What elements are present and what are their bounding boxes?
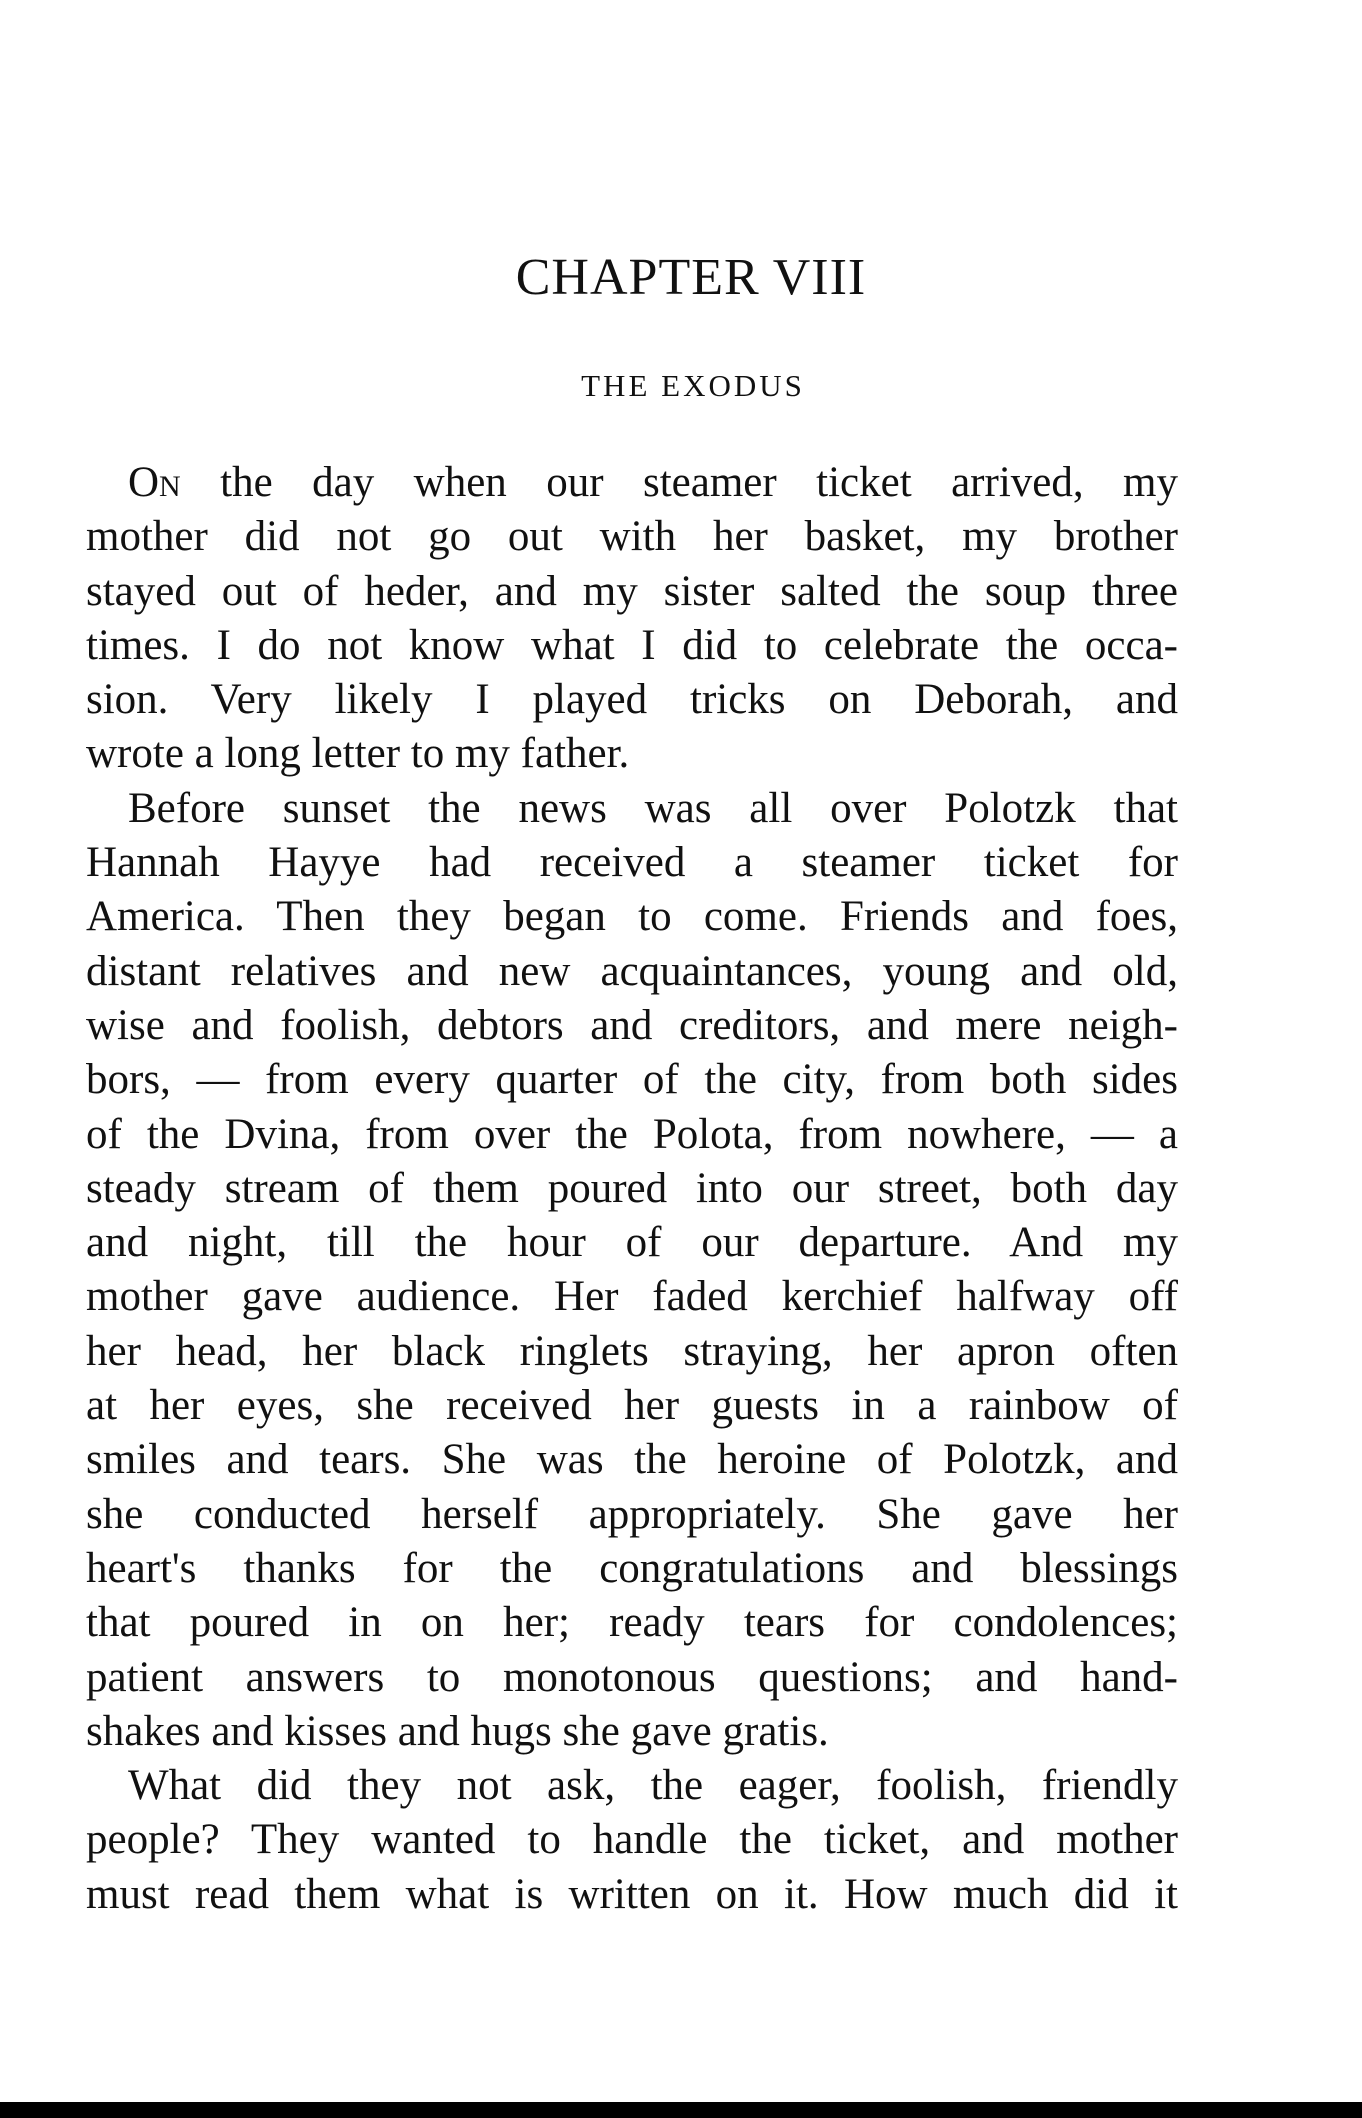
text-line: America. Then they began to come. Friends and foes, — [86, 893, 1178, 941]
text-line: What did they not ask, the eager, foolish, friendly — [128, 1762, 1178, 1810]
text-line: at her eyes, she received her guests in a rainbow of — [86, 1382, 1178, 1430]
text-line: must read them what is written on it. How much did it — [86, 1870, 1178, 1918]
text-line: wise and foolish, debtors and creditors, and mere neigh- — [86, 1001, 1178, 1049]
text-line: Before sunset the news was all over Polotzk that — [128, 784, 1178, 832]
text-line: heart's thanks for the congratulations and blessings — [86, 1544, 1178, 1592]
text-line: bors, — from every quarter of the city, from both sides — [86, 1056, 1178, 1104]
text-line: stayed out of heder, and my sister salted the soup three — [86, 567, 1178, 615]
chapter-subtitle: THE EXODUS — [581, 368, 805, 403]
text-line: mother did not go out with her basket, my brother — [86, 513, 1178, 561]
text-line: steady stream of them poured into our street, both day — [86, 1164, 1178, 1212]
paragraph-3 — [86, 1759, 1178, 1922]
paragraph-1 — [86, 456, 1178, 782]
text-line: and night, till the hour of our departure. And my — [86, 1219, 1178, 1267]
text-line: she conducted herself appropriately. She gave her — [86, 1490, 1178, 1538]
text-line: sion. Very likely I played tricks on Deborah, and — [86, 676, 1178, 724]
body-text — [86, 456, 1178, 1922]
text-line: people? They wanted to handle the ticket, and mother — [86, 1816, 1178, 1864]
page-edge-rule — [0, 2102, 1362, 2118]
text-line: of the Dvina, from over the Polota, from nowhere, — a — [86, 1110, 1178, 1158]
chapter-title: CHAPTER VIII — [515, 249, 867, 306]
text-line: Hannah Hayye had received a steamer ticket for — [86, 839, 1178, 887]
text-line: times. I do not know what I did to celebrate the occa- — [86, 621, 1178, 669]
paragraph-2 — [86, 782, 1178, 1759]
text-line: On the day when our steamer ticket arrived, my — [128, 459, 1178, 506]
text-line: distant relatives and new acquaintances, young and old, — [86, 947, 1178, 995]
text-line: shakes and kisses and hugs she gave gratis. — [86, 1707, 829, 1755]
text-line: patient answers to monotonous questions; and hand- — [86, 1653, 1178, 1701]
text-line: smiles and tears. She was the heroine of Polotzk, and — [86, 1436, 1178, 1484]
text-line: mother gave audience. Her faded kerchief halfway off — [86, 1273, 1178, 1321]
text-line: her head, her black ringlets straying, her apron often — [86, 1327, 1178, 1375]
text-line: wrote a long letter to my father. — [86, 730, 630, 778]
text-line: that poured in on her; ready tears for condolences; — [86, 1599, 1178, 1647]
opening-smallcaps: On — [128, 459, 181, 506]
